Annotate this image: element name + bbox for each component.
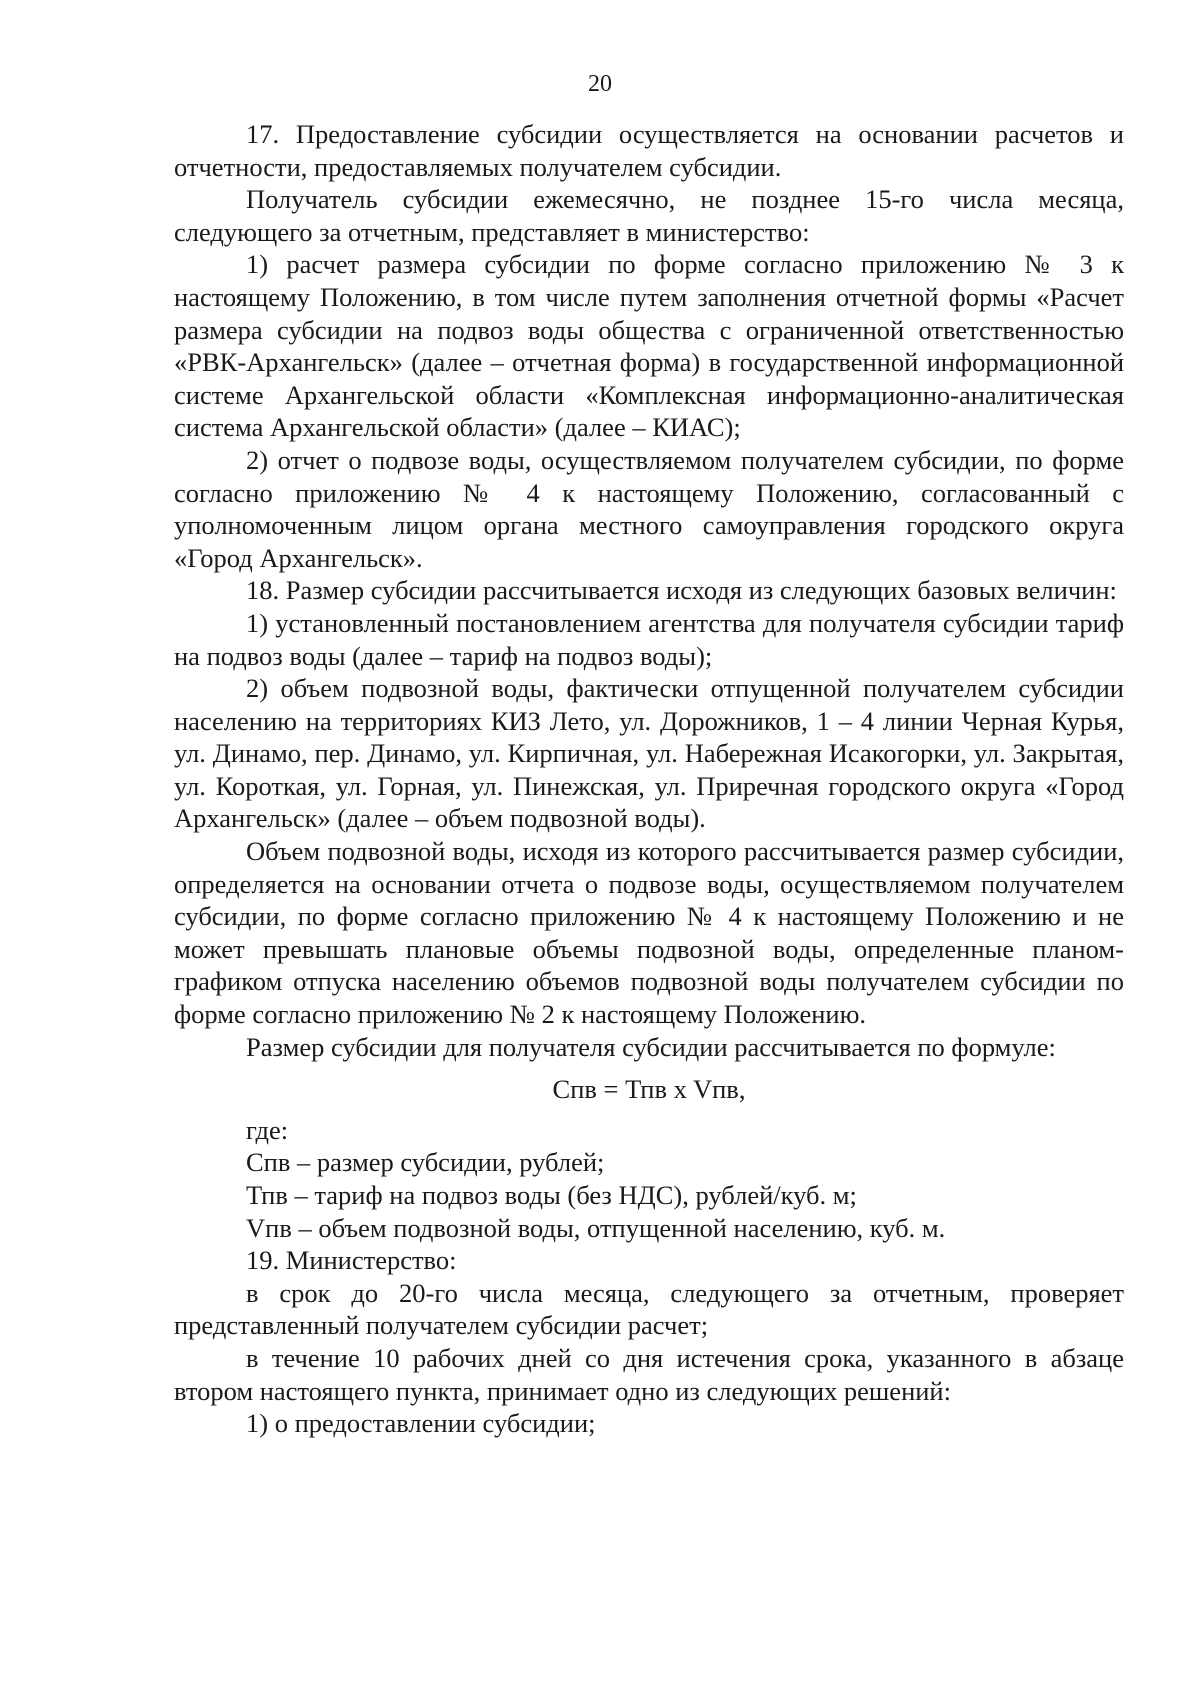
definition-where: где: bbox=[246, 1114, 289, 1145]
paragraph-item-2-report: 2) отчет о подвозе воды, осуществляемом получателем субсидии, по форме согласно приложению № 4 к настоящему Положению, согласованный с уполномоченным лицом органа местного самоуправления городского округа «Город Архангельск». bbox=[174, 444, 1124, 573]
paragraph-recipient-monthly: Получатель субсидии ежемесячно, не позднее 15-го числа месяца, следующего за отчетным, представляет в министерство: bbox=[174, 184, 1124, 247]
definition-tpv: Тпв – тариф на подвоз воды (без НДС), рублей/куб. м; bbox=[246, 1180, 857, 1210]
paragraph-decision: в течение 10 рабочих дней со дня истечения срока, указанного в абзаце втором настоящего пункта, принимает одно из следующих решений: bbox=[174, 1342, 1124, 1406]
page-number: 20 bbox=[588, 71, 612, 97]
paragraph-item-1-tariff: 1) установленный постановлением агентства для получателя субсидии тариф на подвоз воды (далее – тариф на подвоз воды); bbox=[174, 607, 1124, 671]
paragraph-item-1-calculation: 1) расчет размера субсидии по форме согласно приложению № 3 к настоящему Положению, в том числе путем заполнения отчетной формы «Расчет размера субсидии на подвоз воды общества с ограниченной ответственностью «РВК-Архангельск» (далее – отчетная форма) в государственной информационной системе Архангельской области «Комплексная информационно-аналитическая система Архангельской области» (далее – КИАС); bbox=[174, 249, 1124, 443]
paragraph-18: 18. Размер субсидии рассчитывается исходя из следующих базовых величин: bbox=[246, 575, 1117, 606]
paragraph-item-2-volume: 2) объем подвозной воды, фактически отпущенной получателем субсидии населению на территориях КИЗ Лето, ул. Дорожников, 1 – 4 линии Черная Курья, ул. Динамо, пер. Динамо, ул. Кирпичная, ул. Набережная Исакогорки, ул. Закрытая, ул. Короткая, ул. Горная, ул. Пинежская, ул. Приречная городского округа «Город Архангельск» (далее – объем подвозной воды). bbox=[174, 673, 1124, 834]
paragraph-volume-determination: Объем подвозной воды, исходя из которого рассчитывается размер субсидии, определяется на основании отчета о подвозе воды, осуществляемом получателем субсидии, по форме согласно приложению № 4 к настоящему Положению и не может превышать плановые объемы подвозной воды, определенные планом-графиком отпуска населению объемов подвозной воды получателем субсидии по форме согласно приложению № 2 к настоящему Положению. bbox=[174, 836, 1124, 1030]
document-body bbox=[174, 118, 1124, 1440]
paragraph-formula-intro: Размер субсидии для получателя субсидии рассчитывается по формуле: bbox=[246, 1031, 1056, 1062]
definition-spv: Спв – размер субсидии, рублей; bbox=[246, 1147, 605, 1178]
paragraph-decision-item-1: 1) о предоставлении субсидии; bbox=[246, 1408, 596, 1439]
paragraph-check-deadline: в срок до 20-го числа месяца, следующего за отчетным, проверяет представленный получателем субсидии расчет; bbox=[174, 1277, 1124, 1341]
subsidy-formula: Спв = Тпв x Vпв, bbox=[552, 1074, 746, 1105]
paragraph-17: 17. Предоставление субсидии осуществляется на основании расчетов и отчетности, предоставляемых получателем субсидии. bbox=[174, 119, 1124, 182]
paragraph-19: 19. Министерство: bbox=[246, 1245, 457, 1276]
definition-vpv: Vпв – объем подвозной воды, отпущенной населению, куб. м. bbox=[246, 1212, 946, 1243]
